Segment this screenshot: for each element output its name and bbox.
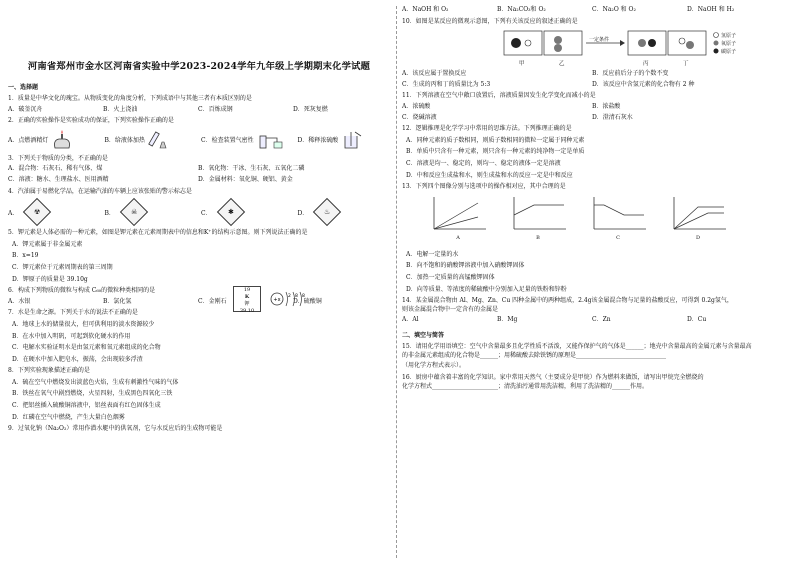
svg-text:+x: +x [273, 297, 281, 303]
option[interactable]: D．硫酸铜 [293, 297, 322, 305]
legend-oxygen: 氧原子 [721, 41, 737, 48]
option[interactable]: B． [104, 209, 115, 217]
question-13-graphs [402, 195, 784, 247]
graph-b-label: B [536, 234, 540, 241]
question-8: 8．下列实验现象描述正确的是 [8, 367, 90, 375]
option[interactable]: B．在水中加入明矾，可起到软化硬水的作用 [12, 332, 131, 340]
question-3-options-row2 [8, 176, 390, 184]
option[interactable]: C．百炼成钢 [198, 105, 233, 113]
right-column [402, 0, 784, 562]
option[interactable]: B．x=19 [12, 252, 39, 260]
question-16-line2: 化学方程式______________________；清洗油污通常用洗洁精，利用了洗洁精的______作用。 [402, 383, 649, 391]
section-heading-choice: 一、选择题 [8, 84, 39, 91]
question-2: 2．正确的实验操作是实验成功的保证，下列实验操作正确的是 [8, 117, 174, 125]
toxic-sign-icon: ☠ [120, 198, 148, 226]
question-6: 6．构成下列物质的微粒与构成 C₆₀的微粒种类相同的是 [8, 287, 156, 295]
question-11: 11．下列溶液在空气中敞口放置后，溶液质量因发生化学变化而减小的是 [402, 92, 596, 100]
option[interactable]: B．Na₂CO₃和 O₂ [497, 6, 546, 13]
option[interactable]: B．Mg [497, 316, 518, 324]
label-ding: 丁 [683, 61, 689, 68]
question-2-figures [8, 129, 390, 151]
option[interactable]: D．向等质量、等浓度的稀硫酸中分别加入足量的铁粉和锌粉 [406, 285, 567, 293]
graph-a [422, 195, 494, 243]
question-10: 10．如图是某反应的微观示意图，下列有关该反应的叙述正确的是 [402, 17, 578, 25]
option[interactable]: D．Cu [687, 316, 707, 324]
dilution-icon [341, 130, 365, 150]
option[interactable]: B．单质中只含有一种元素，则只含有一种元素的纯净物一定是单质 [406, 148, 585, 156]
legend-hydrogen: 氢原子 [721, 33, 737, 40]
option[interactable]: B．火上浇油 [103, 105, 138, 113]
graph-c-label: C [616, 234, 620, 241]
option[interactable]: A．浓硫酸 [402, 102, 431, 110]
option[interactable]: D．金属材料：氧化铜、硬铝、黄金 [198, 175, 293, 183]
option[interactable]: C．钾元素位于元素周期表的第三周期 [12, 263, 113, 271]
option[interactable]: D．中和反应生成盐和水，则生成盐和水的反应一定是中和反应 [406, 171, 573, 179]
option[interactable]: C．电解水实验证明水是由氢元素和氧元素组成的化合物 [12, 344, 161, 352]
svg-text:2: 2 [288, 294, 291, 299]
option[interactable]: B．给液体加热 [104, 137, 145, 145]
option[interactable]: B．反应前后分子的个数不变 [592, 70, 669, 78]
question-11-options-row1 [402, 103, 784, 111]
option[interactable]: A．Al [402, 316, 419, 324]
question-1: 1．质量是中华文化的瑰宝。从物质变化的角度分析，下列成语中与其他三者有本质区别的是 [8, 95, 252, 102]
question-9-options [402, 6, 784, 14]
reaction-microscopic-figure [502, 29, 752, 67]
option[interactable]: C．溶液：糖水、生理盐水、医用酒精 [8, 175, 109, 183]
question-4-signs [8, 199, 390, 225]
question-14-stem-cont: 则该金属混合物中一定含有的金属是 [402, 305, 499, 313]
option[interactable]: C．金刚石 [198, 297, 227, 305]
graph-d-label: D [695, 234, 700, 241]
reaction-diagram [402, 29, 784, 67]
question-14-options [402, 316, 784, 324]
test-tube-heating-icon [148, 130, 170, 150]
option[interactable]: B．浓盐酸 [592, 102, 621, 110]
option[interactable]: B．向不饱和的硝酸钾溶液中加入硝酸钾固体 [406, 262, 525, 270]
option[interactable]: B．铁丝在氧气中剧烈燃烧，火星四射，生成黑色四氧化三铁 [12, 390, 173, 398]
label-jia: 甲 [519, 61, 525, 68]
option[interactable]: C．检查装置气密性 [201, 137, 254, 145]
atomic-mass: 39.10 [239, 308, 255, 314]
option[interactable]: C． [201, 209, 212, 217]
column-divider [396, 6, 397, 558]
option[interactable]: D．稀释浓硫酸 [297, 137, 339, 145]
question-4: 4．汽油属于易燃化学品，在运输汽油的车辆上应该张贴的警示标志是 [8, 187, 192, 195]
question-3: 3．下列关于物质的分类，不正确的是 [8, 154, 108, 162]
option[interactable]: A．NaOH 和 O₂ [402, 6, 449, 13]
option[interactable]: A．水银 [8, 297, 31, 305]
option[interactable]: A．破釜沉舟 [8, 105, 43, 113]
atomic-number: 19 [243, 287, 251, 293]
question-11-options-row2 [402, 114, 784, 122]
question-3-options-row1 [8, 165, 390, 173]
graph-b-plot [508, 195, 568, 235]
question-6-options [8, 298, 390, 306]
ion-structure-diagram [270, 288, 310, 310]
option[interactable]: A．点燃酒精灯 [8, 137, 49, 145]
option[interactable]: B．氯化氢 [103, 297, 132, 305]
option[interactable]: A．硫在空气中燃烧发出淡蓝色火焰，生成有刺激性气味的气体 [12, 378, 179, 386]
graph-a-label: A [456, 234, 460, 241]
option[interactable]: D．该反应中含氢元素的化合物有 2 种 [592, 80, 695, 88]
option[interactable]: C．加热一定质量的高锰酸钾固体 [406, 273, 495, 281]
option[interactable]: A．电解一定量的水 [406, 250, 459, 258]
question-12: 12．逻辑推理是化学学习中常用的思维方法。下列推理正确的是 [402, 125, 572, 133]
option[interactable]: D．死灰复燃 [293, 105, 328, 113]
question-15-line3: （用化学方程式表示）。 [402, 362, 466, 370]
svg-text:8: 8 [295, 294, 298, 299]
option[interactable]: B．氧化物：干冰、生石灰、五氧化二磷 [198, 165, 305, 173]
option[interactable]: A． [8, 209, 19, 217]
option[interactable]: D．红磷在空气中燃烧，产生大量白色烟雾 [12, 413, 125, 421]
flammable-sign-icon: ♨ [313, 198, 341, 226]
question-5: 5．钾元素是人体必需的一种元素，如图是钾元素在元素周期表中的信息和K⁺的结构示意图。则下列说法正确的是 [8, 229, 308, 237]
option[interactable]: C．把铝丝插入硫酸铜溶液中，铝丝表面有红色固体生成 [12, 402, 161, 410]
option[interactable]: C．生成的丙和丁的质量比为 5:3 [402, 80, 491, 88]
option[interactable]: C．烧碱溶液 [402, 113, 437, 121]
label-bing: 丙 [643, 61, 649, 68]
section-heading-fill: 二、填空与简答 [402, 331, 445, 339]
legend-carbon: 碳原子 [721, 49, 737, 56]
question-14: 14．某金属混合物由 Al、Mg、Zn、Cu 四种金属中的两种组成，2.4g该金属混合物与足量的盐酸反应，可得到 0.2g氢气， [402, 297, 733, 305]
question-10-options-row2 [402, 81, 784, 89]
question-10-options-row1 [402, 70, 784, 78]
question-7: 7．水是生命之源。下列关于水的说法不正确的是 [8, 309, 138, 317]
question-16-line1: 16．厨房中蕴含着丰富的化学知识。家中常用天然气（主要成分是甲烷）作为燃料来做饭，请写出甲烷完全燃烧的 [402, 373, 704, 381]
graph-c-plot [588, 195, 648, 235]
option[interactable]: D．澄清石灰水 [592, 113, 633, 121]
element-symbol: K [244, 294, 250, 300]
question-15-line1: 15．请用化学用语填空：空气中含量最多且化学性质不活泼，又能作保护气的气体是______；地壳中含量最高的金属元素与含量最高 [402, 342, 752, 350]
corrosive-sign-icon: ☢ [23, 198, 51, 226]
option[interactable]: A．同种元素的质子数相同，则质子数相同的微粒一定属于同种元素 [406, 136, 585, 144]
option[interactable]: A．地球上水的储量很大，但可供利用的淡水资源较少 [12, 320, 155, 328]
option[interactable]: A．混合物：石灰石、稀有气体、煤 [8, 165, 103, 173]
element-name: 钾 [244, 301, 250, 307]
option[interactable]: D．在硬水中加入肥皂水，振荡，会出现较多浮渣 [12, 355, 143, 363]
option[interactable]: C．Na₂O 和 O₂ [592, 6, 636, 13]
graph-b [502, 195, 574, 243]
option[interactable]: C．Zn [592, 316, 611, 324]
option[interactable]: C．溶液是均一、稳定的，则均一、稳定的液体一定是溶液 [406, 159, 561, 167]
graph-c [582, 195, 654, 243]
svg-text:8: 8 [302, 294, 305, 299]
explosive-sign-icon: ✱ [216, 198, 244, 226]
airtightness-check-icon [257, 130, 285, 150]
left-column [8, 0, 390, 562]
option[interactable]: D．钾原子的质量是 39.10g [12, 275, 88, 283]
option[interactable]: D．NaOH 和 H₂ [687, 6, 735, 13]
option[interactable]: A．钾元素属于非金属元素 [12, 240, 83, 248]
reaction-condition: 一定条件 [589, 37, 610, 44]
option[interactable]: A．该反应属于置换反应 [402, 70, 467, 78]
page-title: 河南省郑州市金水区河南省实验中学2023-2024学年九年级上学期期末化学试题 [27, 61, 371, 72]
periodic-table-cell [233, 286, 261, 312]
question-1-options [8, 106, 390, 114]
label-yi: 乙 [559, 61, 565, 68]
graph-a-plot [428, 195, 488, 235]
question-13: 13．下列四个图像分别与选项中的操作相对应，其中合理的是 [402, 183, 566, 191]
question-15-line2: 的非金属元素组成的化合物是______；用稀硫酸去除铁锈的原理是______________________________ [402, 352, 667, 360]
option[interactable]: D． [297, 209, 309, 217]
question-9: 9．过氧化钠（Na₂O₂）常用作潜水艇中的供氧剂，它与水反应后的生成物可能是 [8, 425, 223, 433]
graph-d [662, 195, 734, 243]
alcohol-lamp-icon [51, 130, 73, 150]
graph-d-plot [668, 195, 728, 235]
